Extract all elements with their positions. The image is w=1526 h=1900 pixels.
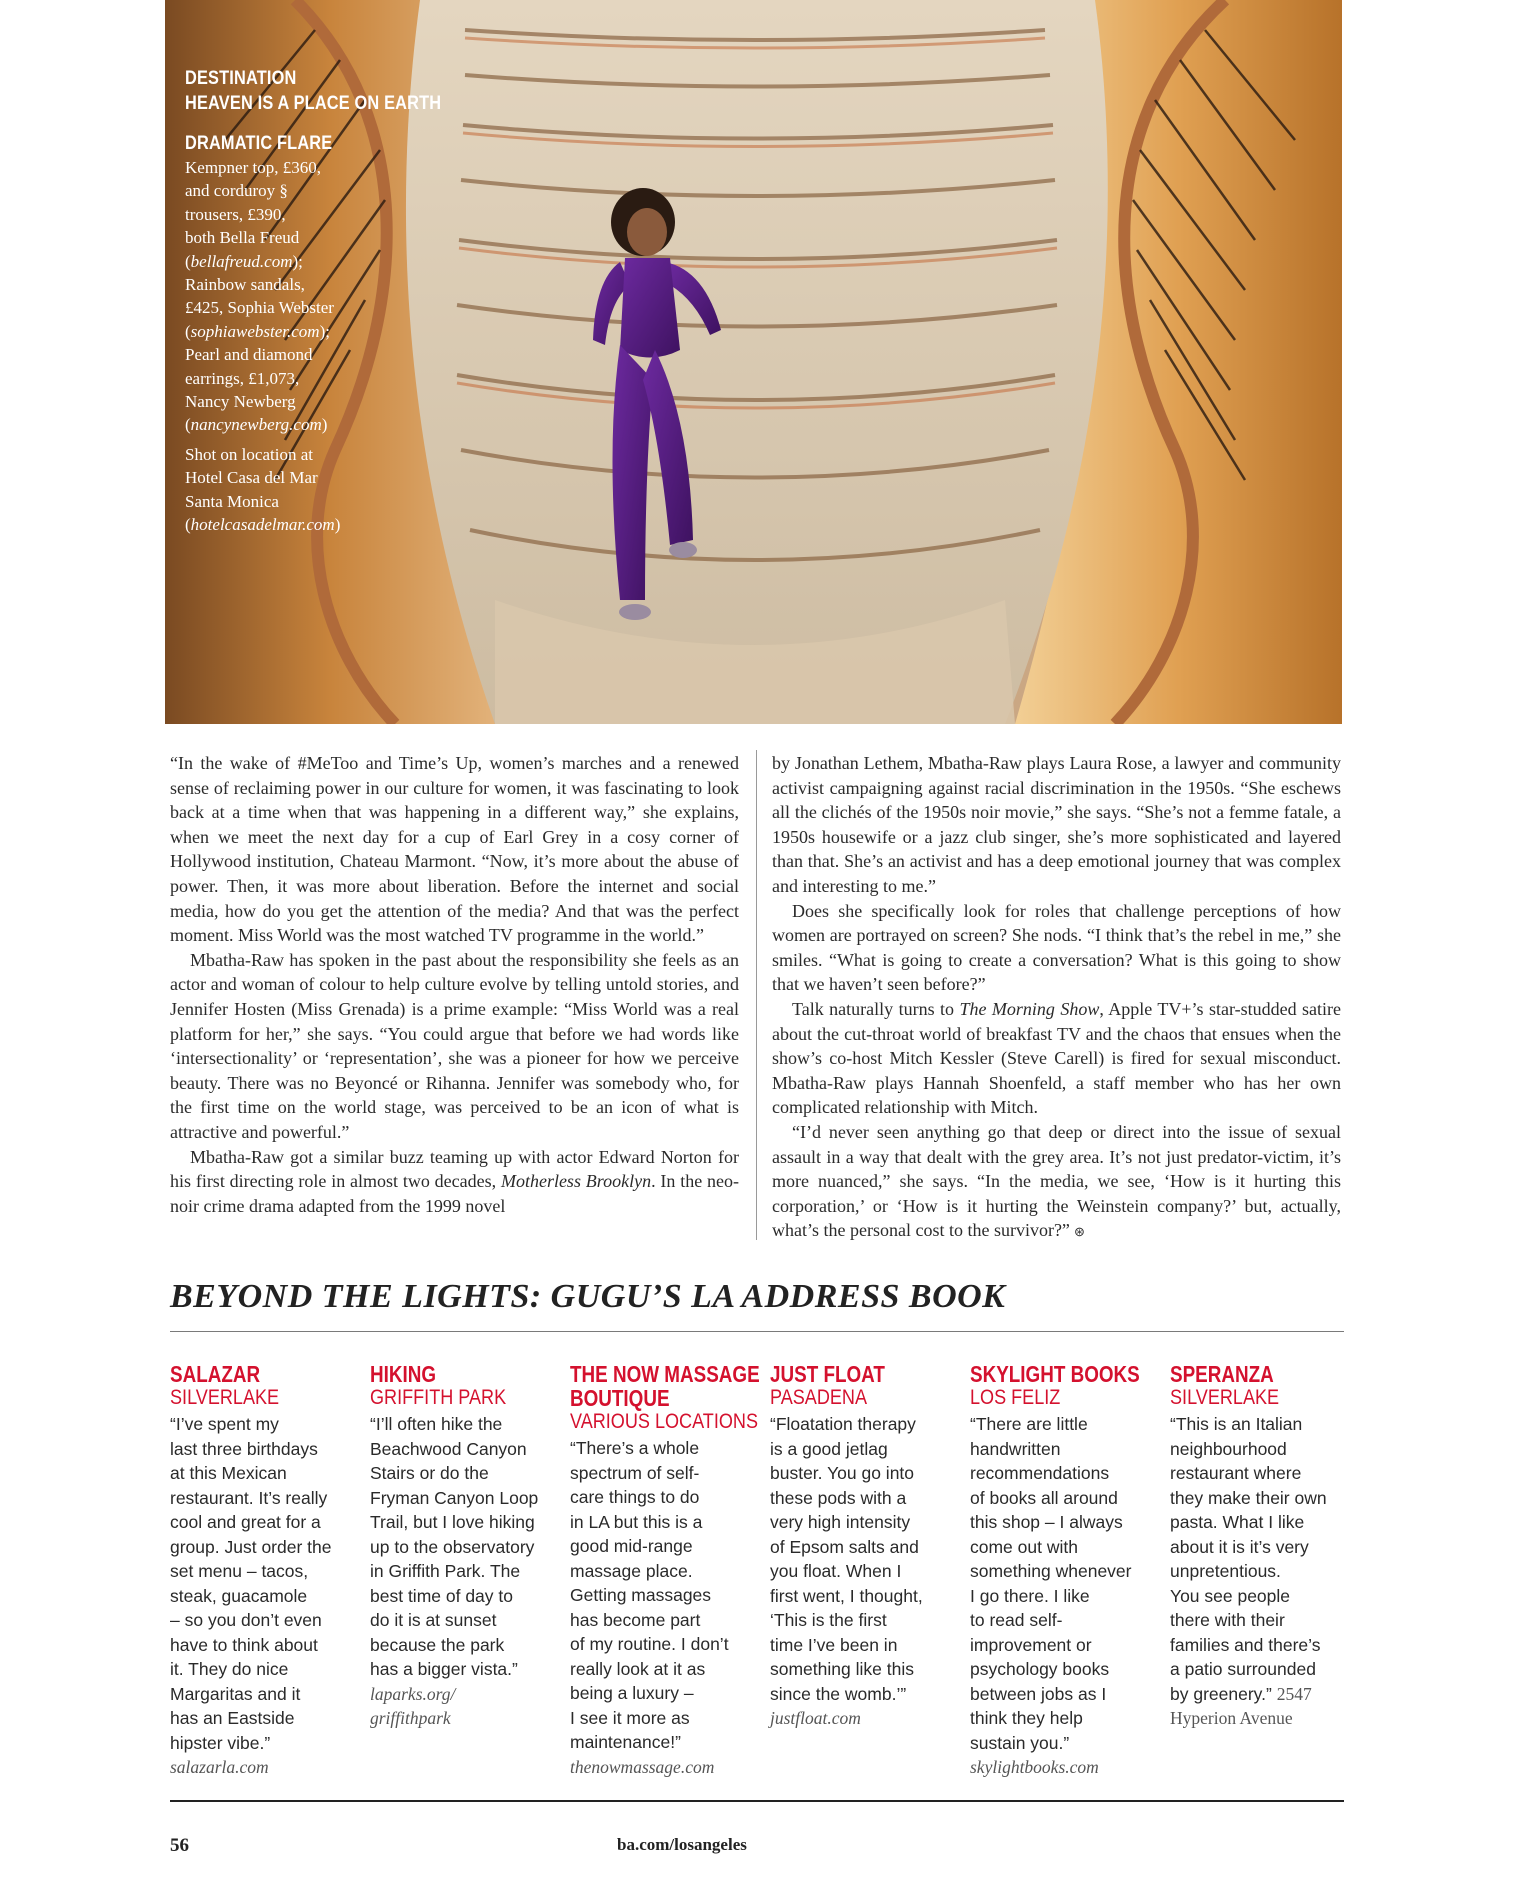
- film-title: Motherless Brooklyn: [500, 1171, 652, 1192]
- quote-line: Stairs or do the: [370, 1463, 489, 1483]
- article-paragraph: “In the wake of #MeToo and Time’s Up, women’s marches and a renewed sense of reclaiming power in our culture for women, it was fascinating to look back at a time when that was happening in a different way,” she explains, when we meet the next day for a cup of Earl Grey in a cosy corner of Hollywood institution, Chateau Marmont. “Now, it’s more about the abuse of power. Then, it was more about liberation. Before the internet and social media, how do you get the attention of the media? And that was the perfect moment. Miss World was the most watched TV programme in the world.”: [170, 753, 739, 946]
- quote-line: in Griffith Park. The: [370, 1561, 521, 1581]
- entry-name: HIKING: [370, 1361, 437, 1387]
- article-paragraph: [772, 997, 1341, 1120]
- quote-line: cool and great for a: [170, 1512, 321, 1532]
- quote-text: by greenery.”: [1170, 1683, 1272, 1704]
- quote-line: very high intensity: [770, 1512, 911, 1532]
- entry-url[interactable]: salazarla.com: [170, 1757, 269, 1777]
- show-title: The Morning Show: [959, 998, 1100, 1019]
- quote-line: has become part: [570, 1609, 701, 1630]
- quote-line: do it is at sunset: [370, 1610, 497, 1630]
- quote-line: come out with: [970, 1536, 1078, 1557]
- credit-line: Pearl and diamond: [185, 345, 313, 365]
- entry-location: LOS FELIZ: [970, 1386, 1061, 1409]
- quote-line: “This is an Italian: [1170, 1414, 1303, 1434]
- credit-line: both Bella Freud: [185, 228, 300, 248]
- address-entry: [1170, 1362, 1352, 1731]
- entry-location: VARIOUS LOCATIONS: [570, 1410, 758, 1433]
- footer-rule: [170, 1800, 1344, 1802]
- paragraph-text: “I’d never seen anything go that deep or direct into the issue of sexual assault in a way that dealt with the grey area. It’s not just predator-victim, it’s more nuanced,” she says. “In the media, we see, ‘How is it hurting this corporation,’ or ‘How is it hurting the Weinstein company?’ but, actually, what’s the personal cost to the survivor?”: [772, 1121, 1341, 1241]
- quote-line: “There are little: [970, 1414, 1088, 1434]
- article-column-right: [772, 751, 1341, 1245]
- quote-line: group. Just order the: [170, 1536, 332, 1557]
- entry-quote: [970, 1412, 1152, 1755]
- quote-line: sustain you.”: [970, 1732, 1070, 1753]
- quote-line: massage place.: [570, 1560, 693, 1581]
- paragraph-text: Talk naturally turns to: [792, 998, 960, 1019]
- quote-line: up to the observatory: [370, 1536, 535, 1557]
- quote-line: – so you don’t even: [170, 1610, 322, 1630]
- address-entry: [370, 1362, 552, 1731]
- entry-name: BOUTIQUE: [570, 1385, 670, 1411]
- credit-line: Nancy Newberg: [185, 392, 296, 412]
- quote-line: is a good jetlag: [770, 1438, 888, 1459]
- destination-label: DESTINATION: [185, 68, 297, 89]
- entry-location: PASADENA: [770, 1386, 868, 1409]
- credit-line: (bellafreud.com);: [185, 251, 303, 271]
- quote-line: think they help: [970, 1708, 1083, 1728]
- quote-line: buster. You go into: [770, 1463, 915, 1483]
- quote-line: it. They do nice: [170, 1659, 289, 1679]
- address-entry: [170, 1362, 352, 1780]
- entry-quote: [170, 1412, 352, 1755]
- entry-url[interactable]: justfloat.com: [770, 1708, 861, 1728]
- outfit-heading: DRAMATIC FLARE: [185, 133, 333, 154]
- quote-line: about it is it’s very: [1170, 1536, 1309, 1557]
- entry-name: SKYLIGHT BOOKS: [970, 1361, 1140, 1387]
- quote-line: restaurant where: [1170, 1463, 1302, 1483]
- entry-url[interactable]: skylightbooks.com: [970, 1757, 1099, 1777]
- article-paragraph: [772, 1120, 1341, 1245]
- article-paragraph: Mbatha-Raw has spoken in the past about the responsibility she feels as an actor and woman of colour to help culture evolve by telling untold stories, and Jennifer Hosten (Miss Grenada) is a prime example: “Miss World was a real platform for her,” she says. “You could argue that before we had words like ‘intersectionality’ or ‘representation’, she was a pioneer for how we perceive beauty. There was no Beyoncé or Rihanna. Jennifer was somebody who, for the first time on the world stage, was perceived to be an icon of what is attractive and powerful.”: [170, 949, 739, 1142]
- quote-line: set menu – tacos,: [170, 1561, 309, 1581]
- quote-line: to read self-: [970, 1610, 1063, 1630]
- quote-line: at this Mexican: [170, 1463, 287, 1483]
- location-line: Santa Monica: [185, 491, 279, 511]
- quote-line: since the womb.’”: [770, 1683, 907, 1704]
- quote-line: “There’s a whole: [570, 1438, 700, 1458]
- location-line: Hotel Casa del Mar: [185, 468, 318, 488]
- quote-line: improvement or: [970, 1634, 1092, 1655]
- quote-line: has a bigger vista.”: [370, 1659, 518, 1679]
- quote-line: of Epsom salts and: [770, 1536, 919, 1557]
- location-line: Shot on location at: [185, 444, 313, 464]
- quote-line: Beachwood Canyon: [370, 1438, 527, 1459]
- entry-quote: [1170, 1412, 1352, 1731]
- quote-line: in LA but this is a: [570, 1511, 703, 1532]
- credit-line: earrings, £1,073,: [185, 368, 300, 388]
- page-number: 56: [170, 1835, 189, 1856]
- quote-line: hipster vibe.”: [170, 1732, 271, 1753]
- entry-name: SPERANZA: [1170, 1361, 1274, 1387]
- paragraph-text: , Apple TV+’s star-studded satire about the cut-throat world of breakfast TV and the chaos that ensues when the show’s co-host Mitch Kessler (Steve Carell) is fired for sexual misconduct. Mbatha-Raw plays Hannah Shoenfeld, a staff member who has her own complicated relationship with Mitch.: [772, 998, 1341, 1118]
- credit-line: £425, Sophia Webster: [185, 298, 334, 318]
- quote-line: good mid-range: [570, 1536, 693, 1556]
- quote-line: time I’ve been in: [770, 1634, 898, 1655]
- entry-url[interactable]: thenowmassage.com: [570, 1756, 715, 1777]
- paragraph-text: . In the neo-noir crime drama adapted from the 1999 novel: [170, 1171, 739, 1216]
- quote-line: between jobs as I: [970, 1683, 1107, 1704]
- entry-name: THE NOW MASSAGE: [570, 1361, 760, 1387]
- entry-url[interactable]: griffithpark: [370, 1708, 451, 1728]
- quote-line: “I’ll often hike the: [370, 1414, 503, 1434]
- article-paragraph: [170, 1145, 739, 1219]
- quote-line: best time of day to: [370, 1585, 513, 1606]
- entry-address: 2547: [1276, 1683, 1312, 1704]
- footer-url[interactable]: ba.com/losangeles: [617, 1835, 747, 1854]
- article-column-left: [170, 751, 739, 1218]
- entry-quote: [370, 1412, 552, 1682]
- entry-location: SILVERLAKE: [1170, 1386, 1280, 1409]
- column-divider: [756, 750, 757, 1240]
- quote-line: unpretentious.: [1170, 1561, 1281, 1581]
- quote-line: there with their: [1170, 1610, 1285, 1630]
- outfit-credits: [185, 156, 425, 437]
- credit-line: (nancynewberg.com): [185, 415, 328, 435]
- quote-line: they make their own: [1170, 1487, 1327, 1508]
- article-paragraph: Does she specifically look for roles that challenge perceptions of how women are portrayed on screen? She nods. “I think that’s the rebel in me,” she smiles. “What is going to create a conversation? What is this going to show that we haven’t seen before?”: [772, 900, 1341, 995]
- quote-line: You see people: [1170, 1585, 1291, 1606]
- quote-line: neighbourhood: [1170, 1438, 1287, 1459]
- entry-name: SALAZAR: [170, 1361, 261, 1387]
- entry-quote: [770, 1412, 952, 1706]
- address-entry: [570, 1361, 760, 1779]
- quote-line: I go there. I like: [970, 1585, 1090, 1606]
- quote-line: a patio surrounded: [1170, 1659, 1316, 1679]
- quote-line: something whenever: [970, 1561, 1132, 1581]
- hero-photo: [165, 0, 1342, 724]
- quote-line: last three birthdays: [170, 1438, 318, 1459]
- quote-line: “Floatation therapy: [770, 1414, 916, 1434]
- quote-line: first went, I thought,: [770, 1585, 923, 1606]
- entry-url[interactable]: laparks.org/: [370, 1683, 456, 1704]
- destination-title: HEAVEN IS A PLACE ON EARTH: [185, 93, 442, 114]
- quote-line: pasta. What I like: [1170, 1512, 1305, 1532]
- entry-location: SILVERLAKE: [170, 1386, 280, 1409]
- quote-line: of books all around: [970, 1487, 1118, 1508]
- credit-line: (sophiawebster.com);: [185, 321, 330, 341]
- quote-line: recommendations: [970, 1463, 1110, 1483]
- address-book-rule: [170, 1331, 1344, 1332]
- entry-location: GRIFFITH PARK: [370, 1386, 507, 1409]
- address-entry: [970, 1362, 1152, 1780]
- quote-line: handwritten: [970, 1438, 1061, 1459]
- entry-name: JUST FLOAT: [770, 1361, 885, 1387]
- credit-line: Rainbow sandals,: [185, 275, 305, 295]
- quote-line: [1170, 1682, 1352, 1707]
- quote-line: because the park: [370, 1634, 505, 1655]
- credit-line: Kempner top, £360,: [185, 158, 321, 177]
- address-entry: [770, 1362, 952, 1731]
- credit-line: trousers, £390,: [185, 204, 286, 224]
- quote-line: maintenance!”: [570, 1732, 681, 1752]
- paragraph-text: Mbatha-Raw got a similar buzz teaming up with actor Edward Norton for his first directing role in almost two decades,: [170, 1146, 739, 1192]
- location-credits: [185, 443, 425, 537]
- quote-line: being a luxury –: [570, 1683, 694, 1703]
- address-book-title: BEYOND THE LIGHTS: GUGU’S LA ADDRESS BOOK: [170, 1278, 1006, 1315]
- quote-line: Trail, but I love hiking: [370, 1512, 535, 1532]
- article-paragraph: by Jonathan Lethem, Mbatha-Raw plays Laura Rose, a lawyer and community activist campaigning against racial discrimination in the 1950s. “She eschews all the clichés of the 1950s noir movie,” she says. “She’s not a femme fatale, a 1950s housewife or a jazz club singer, she’s more sophisticated and layered than that. She’s an activist and has a deep emotional journey that was complex and interesting to me.”: [772, 753, 1341, 896]
- quote-line: spectrum of self-: [570, 1462, 700, 1483]
- photo-caption: [185, 66, 442, 537]
- location-line: (hotelcasadelmar.com): [185, 515, 341, 535]
- quote-line: these pods with a: [770, 1487, 907, 1508]
- quote-line: ‘This is the first: [770, 1610, 887, 1630]
- quote-line: Margaritas and it: [170, 1683, 301, 1704]
- quote-line: Getting massages: [570, 1585, 712, 1605]
- quote-line: has an Eastside: [170, 1708, 295, 1728]
- quote-line: really look at it as: [570, 1658, 706, 1679]
- entry-quote: [570, 1436, 752, 1755]
- quote-line: care things to do: [570, 1487, 700, 1507]
- quote-line: psychology books: [970, 1659, 1110, 1679]
- quote-line: Fryman Canyon Loop: [370, 1487, 539, 1508]
- quote-line: of my routine. I don’t: [570, 1634, 729, 1654]
- quote-line: I see it more as: [570, 1707, 690, 1728]
- quote-line: restaurant. It’s really: [170, 1487, 328, 1508]
- quote-line: you float. When I: [770, 1561, 902, 1581]
- quote-line: something like this: [770, 1659, 914, 1679]
- entry-address: Hyperion Avenue: [1170, 1708, 1293, 1728]
- quote-line: “I’ve spent my: [170, 1414, 279, 1434]
- quote-line: have to think about: [170, 1634, 318, 1655]
- end-mark-icon: ⊛: [1073, 1224, 1085, 1240]
- quote-line: steak, guacamole: [170, 1585, 308, 1606]
- quote-line: families and there’s: [1170, 1634, 1321, 1655]
- credit-line: and corduroy §: [185, 181, 288, 201]
- quote-line: this shop – I always: [970, 1512, 1123, 1532]
